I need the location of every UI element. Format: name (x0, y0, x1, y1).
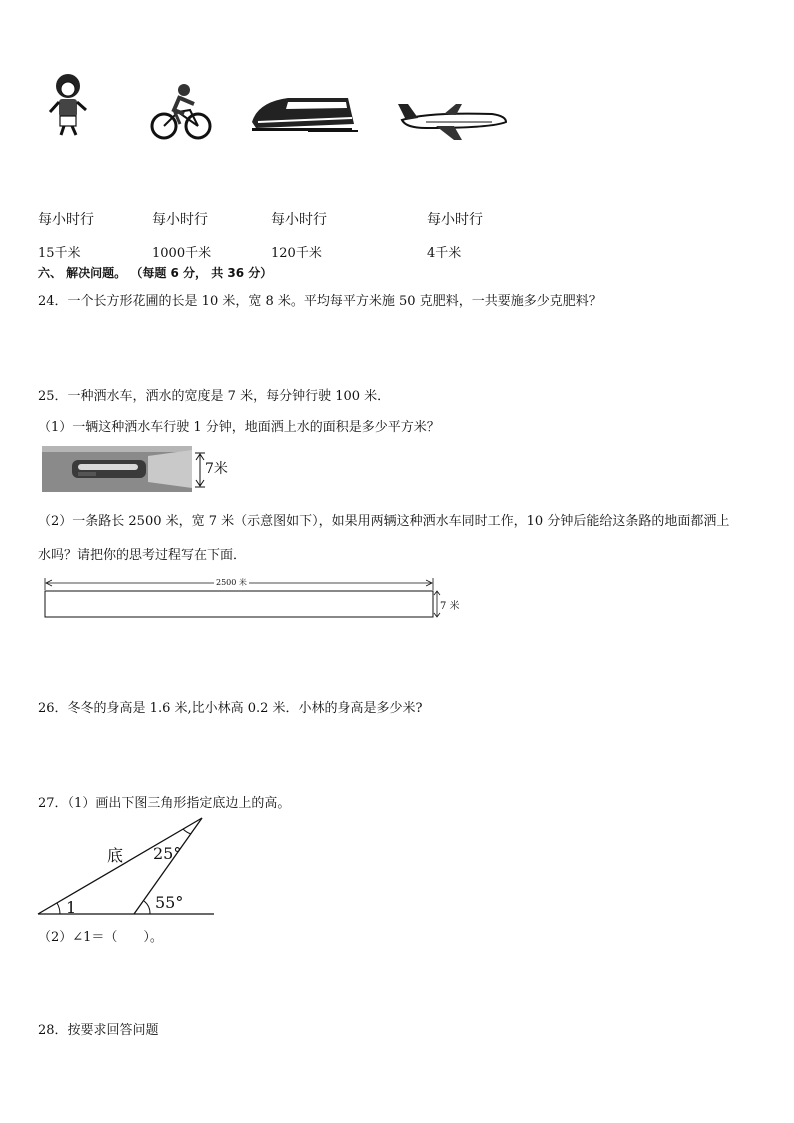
sprinkler-truck-photo (42, 446, 192, 492)
question-27-part2: （2）∠1＝（ ）。 (38, 930, 163, 945)
question-28: 28．按要求回答问题 (38, 1023, 159, 1038)
question-27-part1: 27．（1）画出下图三角形指定底边上的高。 (38, 796, 291, 811)
triangle-base-label: 底 (107, 846, 124, 865)
triangle-angle-right: 55° (155, 893, 184, 912)
question-25-part2-line1: （2）一条路长 2500 米，宽 7 米（示意图如下），如果用两辆这种洒水车同时工作，10 分钟后能给这条路的地面都洒上 (38, 514, 730, 529)
speed-value-1: 15千米 (38, 246, 81, 261)
road-length-label: 2500 米 (216, 578, 247, 587)
speed-value-4: 4千米 (427, 246, 462, 261)
speed-caption-1: 每小时行 (38, 212, 94, 228)
triangle-angle-left: 1 (66, 898, 77, 917)
question-26: 26．冬冬的身高是 1.6 米,比小林高 0.2 米．小林的身高是多少米? (38, 701, 423, 716)
section-heading: 六、 解决问题。 （每题 6 分， 共 36 分） (38, 266, 273, 280)
truck-width-label: 7米 (205, 461, 228, 477)
speed-caption-3: 每小时行 (271, 212, 327, 228)
speed-value-3: 120千米 (271, 246, 322, 261)
high-speed-train-icon (248, 92, 358, 134)
road-width-label: 7 米 (440, 601, 460, 612)
question-25-part2-line2: 水吗？请把你的思考过程写在下面． (38, 548, 247, 563)
airplane-icon (396, 100, 508, 142)
speed-caption-4: 每小时行 (427, 212, 483, 228)
triangle-diagram (30, 812, 230, 922)
question-25-intro: 25．一种洒水车，洒水的宽度是 7 米，每分钟行驶 100 米． (38, 389, 391, 404)
cyclist-icon (150, 80, 212, 142)
girl-walking-icon (44, 72, 92, 138)
question-24: 24．一个长方形花圃的长是 10 米，宽 8 米。平均每平方米施 50 克肥料，一共要施多少克肥料？ (38, 294, 602, 309)
question-25-part1: （1）一辆这种洒水车行驶 1 分钟，地面洒上水的面积是多少平方米？ (38, 420, 440, 435)
speed-caption-2: 每小时行 (152, 212, 208, 228)
triangle-angle-top: 25° (153, 844, 182, 863)
speed-value-2: 1000千米 (152, 246, 212, 261)
